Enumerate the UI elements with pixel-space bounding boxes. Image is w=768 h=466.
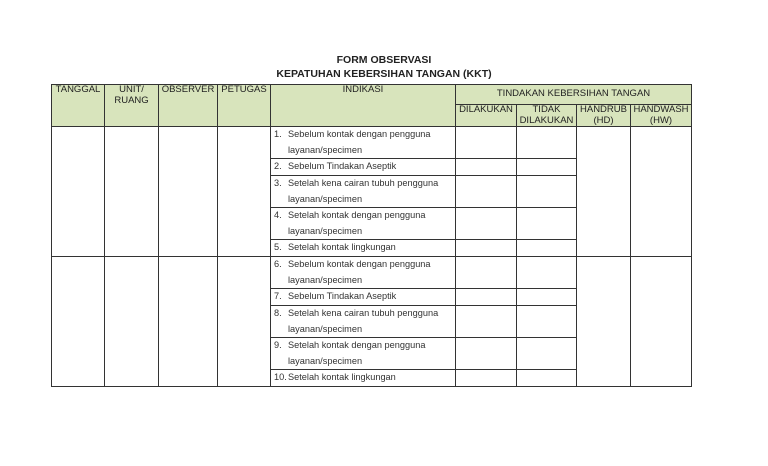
indikasi-number: 9. xyxy=(274,340,282,350)
indikasi-number: 10. xyxy=(274,372,287,382)
tidak-dilakukan-checkbox-cell[interactable] xyxy=(517,176,576,208)
tidak-dilakukan-checkbox-cell[interactable] xyxy=(517,240,576,256)
form-subtitle: KEPATUHAN KEBERSIHAN TANGAN (KKT) xyxy=(276,68,492,80)
tidak-dilakukan-checkbox-cell[interactable] xyxy=(517,257,576,289)
tidak-dilakukan-checkbox-cell[interactable] xyxy=(517,306,576,338)
indikasi-text: Sebelum kontak dengan pengguna layanan/specimen xyxy=(288,129,431,155)
indikasi-item xyxy=(271,159,455,176)
indikasi-text: Setelah kena cairan tubuh pengguna layanan/specimen xyxy=(288,308,439,334)
dilakukan-cell xyxy=(456,257,517,387)
tidak-dilakukan-checkbox-cell[interactable] xyxy=(517,370,576,386)
indikasi-text: Setelah kena cairan tubuh pengguna layanan/specimen xyxy=(288,178,439,204)
indikasi-cell xyxy=(271,257,456,387)
header-tanggal: TANGGAL xyxy=(52,85,105,127)
tanggal-cell[interactable] xyxy=(52,257,105,387)
tidak-dilakukan-checkbox-cell[interactable] xyxy=(517,159,576,176)
indikasi-number: 7. xyxy=(274,291,282,301)
dilakukan-checkbox-cell[interactable] xyxy=(456,306,516,338)
header-petugas: PETUGAS xyxy=(218,85,271,127)
observer-cell[interactable] xyxy=(159,257,218,387)
dilakukan-checkbox-cell[interactable] xyxy=(456,208,516,240)
dilakukan-checkbox-cell[interactable] xyxy=(456,257,516,289)
dilakukan-checkbox-cell[interactable] xyxy=(456,127,516,159)
indikasi-text: Setelah kontak dengan pengguna layanan/specimen xyxy=(288,210,426,236)
header-handrub: HANDRUB (HD) xyxy=(577,105,631,127)
unit-cell[interactable] xyxy=(105,257,159,387)
header-unit: UNIT/ RUANG xyxy=(105,85,159,127)
indikasi-text: Setelah kontak dengan pengguna layanan/specimen xyxy=(288,340,426,366)
header-dilakukan: DILAKUKAN xyxy=(456,105,517,127)
tidak-dilakukan-checkbox-cell[interactable] xyxy=(517,208,576,240)
tidak-dilakukan-checkbox-cell[interactable] xyxy=(517,127,576,159)
indikasi-item xyxy=(271,208,455,240)
indikasi-text: Sebelum kontak dengan pengguna layanan/specimen xyxy=(288,259,431,285)
dilakukan-checkbox-cell[interactable] xyxy=(456,240,516,256)
indikasi-number: 3. xyxy=(274,178,282,188)
tanggal-cell[interactable] xyxy=(52,127,105,257)
header-tindakan: TINDAKAN KEBERSIHAN TANGAN xyxy=(456,85,692,105)
tidak-dilakukan-checkbox-cell[interactable] xyxy=(517,289,576,306)
dilakukan-checkbox-cell[interactable] xyxy=(456,159,516,176)
indikasi-number: 1. xyxy=(274,129,282,139)
indikasi-cell xyxy=(271,127,456,257)
indikasi-text: Sebelum Tindakan Aseptik xyxy=(288,161,397,171)
indikasi-item xyxy=(271,289,455,306)
dilakukan-checkbox-cell[interactable] xyxy=(456,338,516,370)
indikasi-item xyxy=(271,257,455,289)
indikasi-text: Setelah kontak lingkungan xyxy=(288,242,396,252)
indikasi-number: 8. xyxy=(274,308,282,318)
observer-cell[interactable] xyxy=(159,127,218,257)
form-title: FORM OBSERVASI xyxy=(336,54,432,66)
indikasi-text: Setelah kontak lingkungan xyxy=(288,372,396,382)
indikasi-number: 2. xyxy=(274,161,282,171)
indikasi-item xyxy=(271,176,455,208)
handrub-cell[interactable] xyxy=(577,257,631,387)
handwash-cell[interactable] xyxy=(631,257,692,387)
indikasi-item xyxy=(271,338,455,370)
petugas-cell[interactable] xyxy=(218,257,271,387)
header-handwash: HANDWASH (HW) xyxy=(631,105,692,127)
header-observer: OBSERVER xyxy=(159,85,218,127)
indikasi-item xyxy=(271,127,455,159)
tidak-dilakukan-cell xyxy=(517,257,577,387)
group-row xyxy=(52,257,692,387)
tidak-dilakukan-checkbox-cell[interactable] xyxy=(517,338,576,370)
dilakukan-cell xyxy=(456,127,517,257)
handrub-cell[interactable] xyxy=(577,127,631,257)
indikasi-item xyxy=(271,240,455,256)
group-row xyxy=(52,127,692,257)
tidak-dilakukan-cell xyxy=(517,127,577,257)
indikasi-item xyxy=(271,306,455,338)
indikasi-text: Sebelum Tindakan Aseptik xyxy=(288,291,397,301)
indikasi-number: 4. xyxy=(274,210,282,220)
dilakukan-checkbox-cell[interactable] xyxy=(456,176,516,208)
indikasi-number: 5. xyxy=(274,242,282,252)
dilakukan-checkbox-cell[interactable] xyxy=(456,370,516,386)
header-tidak-dilakukan: TIDAK DILAKUKAN xyxy=(517,105,577,127)
header-indikasi: INDIKASI xyxy=(271,85,456,127)
handwash-cell[interactable] xyxy=(631,127,692,257)
petugas-cell[interactable] xyxy=(218,127,271,257)
indikasi-item xyxy=(271,370,455,386)
indikasi-number: 6. xyxy=(274,259,282,269)
unit-cell[interactable] xyxy=(105,127,159,257)
observation-table xyxy=(51,84,692,387)
dilakukan-checkbox-cell[interactable] xyxy=(456,289,516,306)
